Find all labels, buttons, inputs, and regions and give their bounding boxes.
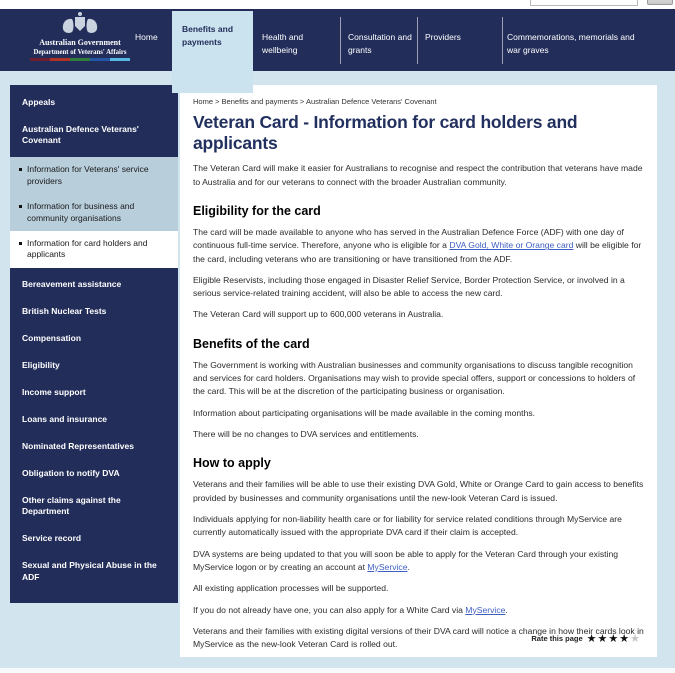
sidebar-item[interactable]: Appeals (22, 97, 56, 107)
sidebar-item[interactable]: British Nuclear Tests (22, 306, 107, 316)
paragraph: The Government is working with Australian businesses and community organisations to discuss tangible recognition and services for card holders. Organisations may wish to provide special offers, support or concessions to holders of the card. This will be at the discretion of the participating business or organisation. (193, 359, 636, 397)
sidebar-item[interactable]: Compensation (22, 333, 82, 344)
paragraph: There will be no changes to DVA services and entitlements. (193, 429, 419, 440)
paragraph: All existing application processes will be supported. (193, 583, 389, 594)
bullet-icon (19, 242, 22, 245)
logo-stripe (90, 58, 110, 61)
inline-link[interactable]: DVA Gold, White or Orange card (449, 240, 574, 251)
sidebar-subitem[interactable] (10, 157, 178, 194)
bullet-icon (19, 205, 22, 208)
content-panel (180, 85, 657, 657)
nav-divider (417, 17, 418, 64)
top-search-bar (0, 0, 675, 9)
logo-stripes (30, 58, 130, 61)
sidebar-subitem-label: Information for business and community organisations (27, 201, 135, 223)
sidebar-subitem-label: Information for Veterans' service providers (27, 164, 149, 186)
coat-of-arms-icon (59, 11, 101, 37)
article-body (193, 162, 644, 651)
logo-title: Australian Government (39, 38, 121, 47)
bullet-icon (19, 168, 22, 171)
star-icon[interactable]: ★ (586, 633, 598, 645)
star-icon[interactable]: ★ (630, 633, 641, 645)
sidebar-subitem-label: Information for card holders and applicants (27, 238, 148, 260)
paragraph: Veterans and their families will be able to use their existing DVA Gold, White or Orange Card to gain access to benefits provided by businesses and community organisations until the new-look Veteran Card is issued. (193, 479, 644, 503)
sidebar-item[interactable]: Other claims against the Department (22, 495, 121, 517)
breadcrumb[interactable]: Home > Benefits and payments > Australian Defence Veterans' Covenant (193, 97, 437, 106)
nav-home[interactable]: Home (135, 32, 158, 42)
nav-commemorations[interactable]: Commemorations, memorials and war graves (507, 32, 635, 55)
sidebar-item[interactable]: Service record (22, 533, 82, 544)
sidebar-item[interactable]: Australian Defence Veterans' Covenant (22, 124, 139, 146)
star-icon[interactable]: ★ (608, 633, 620, 645)
footer-strip (0, 668, 675, 673)
sidebar-item[interactable]: Loans and insurance (22, 414, 108, 425)
search-input[interactable] (530, 0, 638, 6)
sidebar-nav (10, 85, 178, 603)
agency-logo[interactable] (30, 11, 130, 61)
inline-link[interactable]: MyService (465, 604, 506, 615)
rate-this-page (531, 629, 641, 647)
logo-stripe (110, 58, 130, 61)
section-heading: Eligibility for the card (193, 203, 321, 218)
paragraph: The card will be made available to anyone who has served in the Australian Defence Force (ADF) with one day of continuous full-time service. Therefore, anyone who is eligible for a DVA Gold, White or Orange card will be eligible for the card, including veterans who are transitioning or have transitioned from the ADF. (193, 226, 642, 264)
paragraph: The Veteran Card will support up to 600,000 veterans in Australia. (193, 309, 444, 320)
sidebar-subitem[interactable] (10, 231, 178, 268)
sidebar-item[interactable]: Sexual and Physical Abuse in the ADF (22, 560, 157, 582)
logo-stripe (70, 58, 90, 61)
section-heading: Benefits of the card (193, 336, 310, 351)
nav-benefits-and-payments[interactable] (172, 11, 253, 93)
paragraph: Individuals applying for non-liability health care or for liability for service related conditions through MyService are currently automatically issued with the appropriate DVA card if their claim is accepted. (193, 513, 622, 538)
paragraph: If you do not already have one, you can also apply for a White Card via MyService. (193, 604, 508, 615)
search-button[interactable] (647, 0, 673, 5)
paragraph: The Veteran Card will make it easier for Australians to recognise and respect the contribution that veterans have made to Australia and for our veterans to connect with the broader Australian community. (193, 163, 643, 187)
page-title: Veteran Card - Information for card holders and applicants (193, 112, 578, 153)
paragraph: Information about participating organisations will be made available in the coming months. (193, 407, 536, 418)
star-icon[interactable]: ★ (597, 633, 609, 645)
nav-health-and-wellbeing[interactable]: Health and wellbeing (262, 32, 304, 55)
page-background (0, 71, 675, 673)
sidebar-item[interactable]: Obligation to notify DVA (22, 468, 120, 479)
sidebar-item[interactable]: Eligibility (22, 360, 60, 371)
logo-stripe (30, 58, 50, 61)
paragraph: Veterans and their families with existing digital versions of their DVA card will notice a change in how their cards look in MyService as the new-look Veteran Card is rolled out. (193, 625, 644, 650)
star-rating (587, 629, 641, 647)
paragraph: Eligible Reservists, including those engaged in Disaster Relief Service, Border Protection Service, or involved in a serious service-related training accident, will also be able to access the new card. (193, 274, 625, 299)
logo-subtitle: Department of Veterans' Affairs (33, 49, 127, 56)
main-header (0, 9, 675, 71)
nav-consultation-and-grants[interactable]: Consultation and grants (348, 32, 412, 55)
rate-label: Rate this page (531, 633, 583, 643)
sidebar-item[interactable]: Bereavement assistance (22, 278, 122, 289)
sidebar-item[interactable]: Nominated Representatives (22, 441, 134, 452)
logo-stripe (50, 58, 70, 61)
nav-divider (340, 17, 341, 64)
nav-providers[interactable]: Providers (425, 32, 461, 42)
sidebar-subitem[interactable] (10, 194, 178, 231)
sidebar-item[interactable]: Income support (22, 387, 86, 398)
paragraph: DVA systems are being updated to that you will soon be able to apply for the Veteran Card through your existing MyService logon or by creating an account at MyService. (193, 548, 619, 572)
sidebar-submenu (10, 157, 178, 268)
nav-tab-label: Benefits and payments (182, 24, 234, 47)
section-heading: How to apply (193, 456, 271, 471)
star-icon[interactable]: ★ (619, 633, 631, 645)
inline-link[interactable]: MyService (367, 561, 408, 572)
nav-divider (502, 17, 503, 64)
